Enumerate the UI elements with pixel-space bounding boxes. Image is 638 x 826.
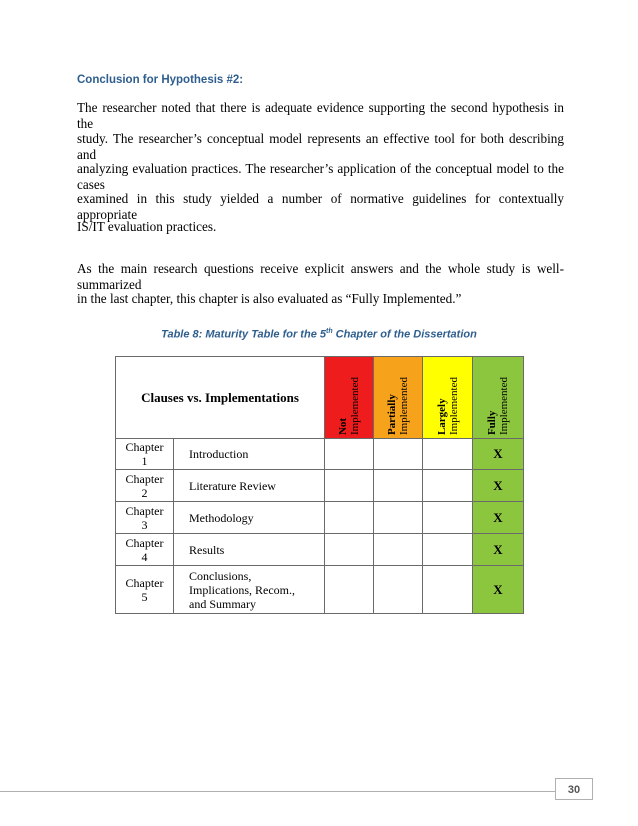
chapter-title: Literature Review <box>174 470 325 502</box>
chapter-title: Results <box>174 534 325 566</box>
level-fully-implemented <box>473 357 524 439</box>
cell-partially <box>374 534 423 566</box>
chapter-word: Chapter <box>125 471 164 486</box>
cell-partially <box>374 470 423 502</box>
cell-fully-mark: X <box>473 566 524 614</box>
chapter-cell <box>116 470 174 502</box>
caption-prefix: Table 8: Maturity Table for the 5 <box>161 328 326 341</box>
caption-suffix: Chapter of the Dissertation <box>332 328 477 341</box>
corner-header: Clauses vs. Implementations <box>116 357 325 439</box>
level-label <box>383 374 413 438</box>
level-rest: Implemented <box>349 376 361 435</box>
paragraph1-line: The researcher noted that there is adequate evidence supporting the second hypothesis in the <box>77 100 564 131</box>
chapter-number: 2 <box>141 485 148 500</box>
chapter-number: 3 <box>141 517 148 532</box>
level-largely-implemented <box>423 357 473 439</box>
chapter-word: Chapter <box>125 575 164 590</box>
cell-largely <box>423 470 473 502</box>
cell-partially <box>374 439 423 470</box>
caption-sup: th <box>325 328 333 335</box>
chapter-cell <box>116 439 174 470</box>
cell-largely <box>423 534 473 566</box>
cell-fully-mark: X <box>473 470 524 502</box>
level-label <box>433 374 463 438</box>
chapter-title <box>174 566 325 614</box>
section-heading: Conclusion for Hypothesis #2: <box>77 74 244 86</box>
table-row <box>116 502 524 534</box>
level-bold: Fully <box>486 410 498 435</box>
paragraph2-line: As the main research questions receive explicit answers and the whole study is well-summarized <box>77 261 564 292</box>
chapter-cell <box>116 502 174 534</box>
cell-partially <box>374 502 423 534</box>
paragraph2-line: in the last chapter, this chapter is also evaluated as “Fully Implemented.” <box>77 291 462 306</box>
cell-partially <box>374 566 423 614</box>
page-number: 30 <box>555 778 593 800</box>
cell-largely <box>423 502 473 534</box>
chapter-cell <box>116 534 174 566</box>
paragraph1-line: study. The researcher’s conceptual model represents an effective tool for both describing and <box>77 131 564 162</box>
level-rest: Implemented <box>498 376 510 435</box>
level-rest: Implemented <box>447 376 460 435</box>
chapter-number: 1 <box>141 454 148 468</box>
title-line: Implications, Recom., <box>189 582 295 597</box>
cell-not <box>325 566 374 614</box>
level-label <box>334 374 364 438</box>
table-row <box>116 439 524 470</box>
table-row <box>116 566 524 614</box>
chapter-title: Introduction <box>174 439 325 470</box>
title-line: and Summary <box>189 596 256 611</box>
cell-not <box>325 502 374 534</box>
cell-fully-mark: X <box>473 534 524 566</box>
chapter-number: 5 <box>141 589 148 604</box>
level-rest: Implemented <box>398 376 410 435</box>
footer-rule <box>0 791 555 792</box>
level-partially-implemented <box>374 357 423 439</box>
title-line: Conclusions, <box>189 568 252 583</box>
chapter-cell <box>116 566 174 614</box>
cell-largely <box>423 439 473 470</box>
paragraph1-line: examined in this study yielded a number of normative guidelines for contextually appropriate <box>77 191 564 222</box>
chapter-word: Chapter <box>125 440 164 454</box>
paragraph1-line: analyzing evaluation practices. The researcher’s application of the conceptual model to the cases <box>77 161 564 192</box>
level-not-implemented <box>325 357 374 439</box>
cell-not <box>325 470 374 502</box>
paragraph1-line: IS/IT evaluation practices. <box>77 219 217 234</box>
level-bold: Largely <box>435 398 448 435</box>
level-label <box>483 374 513 438</box>
cell-fully-mark: X <box>473 502 524 534</box>
level-bold: Not <box>337 417 349 435</box>
chapter-title: Methodology <box>174 502 325 534</box>
chapter-number: 4 <box>141 549 148 564</box>
cell-largely <box>423 566 473 614</box>
table-row <box>116 470 524 502</box>
maturity-table <box>115 356 524 614</box>
chapter-word: Chapter <box>125 503 164 518</box>
chapter-word: Chapter <box>125 535 164 550</box>
cell-not <box>325 439 374 470</box>
level-bold: Partially <box>386 394 398 435</box>
table-caption <box>0 328 638 341</box>
cell-fully-mark: X <box>473 439 524 470</box>
table-header-row <box>116 357 524 439</box>
table-row <box>116 534 524 566</box>
cell-not <box>325 534 374 566</box>
